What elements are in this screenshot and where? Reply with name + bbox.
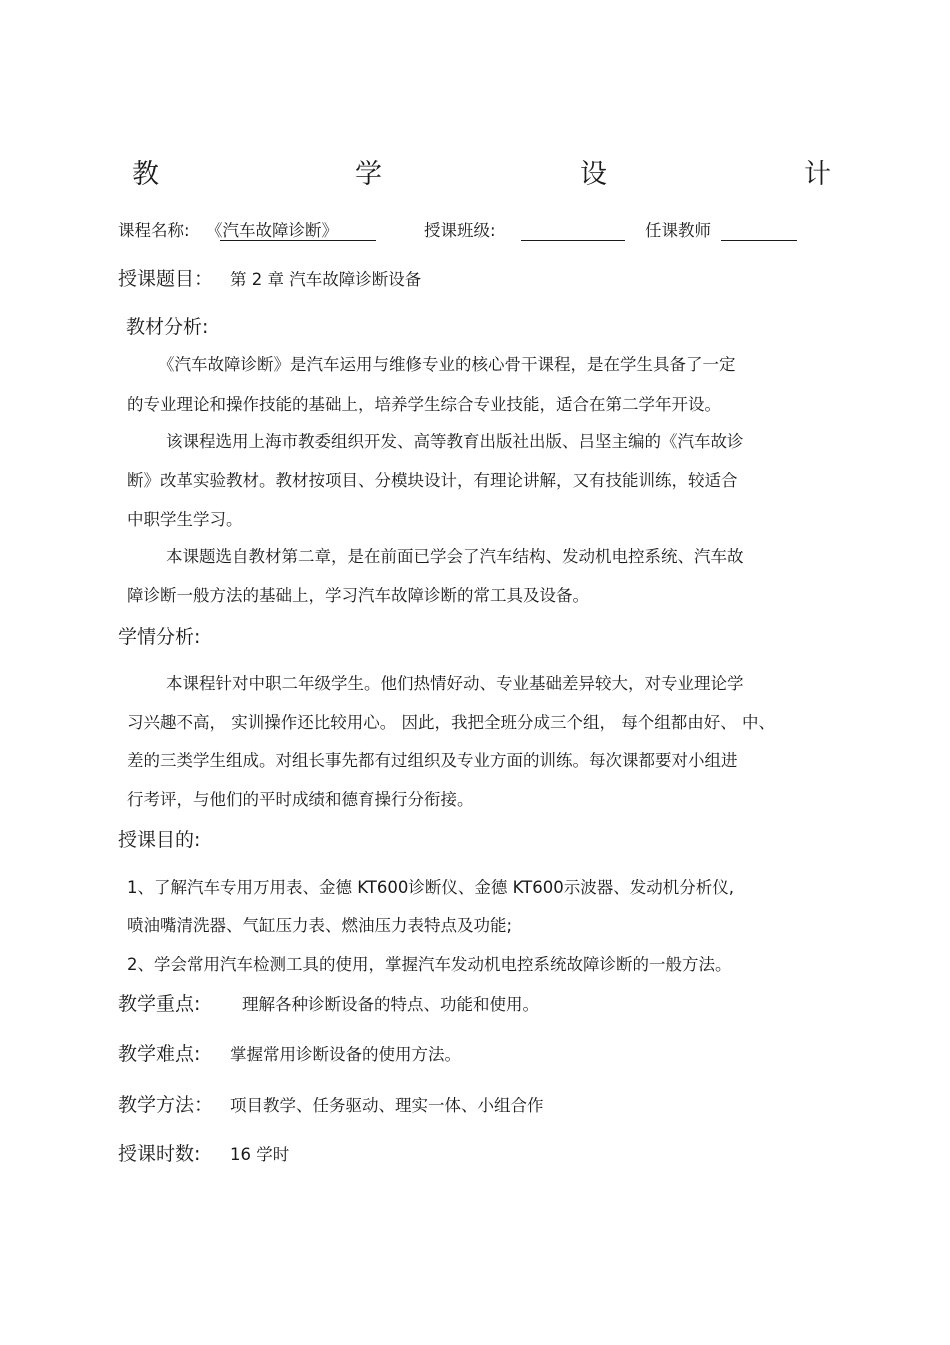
material-line: 中职学生学习。 <box>127 510 243 529</box>
goal-item: 喷油嘴清洗器、气缸压力表、燃油压力表特点及功能; <box>127 916 513 935</box>
students-line: 习兴趣不高， 实训操作还比较用心。 因此，我把全班分成三个组， 每个组都由好、 中、 <box>127 713 775 732</box>
difficulty-value: 掌握常用诊断设备的使用方法。 <box>230 1045 461 1064</box>
teacher-label: 任课教师 <box>645 221 711 240</box>
topic-value: 第 2 章 汽车故障诊断设备 <box>230 270 422 289</box>
students-line: 行考评，与他们的平时成绩和德育操行分衔接。 <box>127 790 474 809</box>
goals-heading: 授课目的: <box>118 829 201 851</box>
material-line: 该课程选用上海市教委组织开发、高等教育出版社出版、吕坚主编的《汽车故诊 <box>166 432 744 451</box>
students-heading: 学情分析: <box>118 626 201 648</box>
teacher-blank <box>721 240 797 241</box>
material-heading: 教材分析: <box>126 316 209 338</box>
course-name-value: 《汽车故障诊断》 <box>206 221 338 240</box>
material-line: 本课题选自教材第二章，是在前面已学会了汽车结构、发动机电控系统、汽车故 <box>166 547 744 566</box>
title-char-4: 计 <box>804 159 831 190</box>
course-name-underline <box>220 240 376 241</box>
material-line: 《汽车故障诊断》是汽车运用与维修专业的核心骨干课程，是在学生具备了一定 <box>158 355 736 374</box>
students-line: 本课程针对中职二年级学生。他们热情好动、专业基础差异较大，对专业理论学 <box>166 674 744 693</box>
class-blank <box>521 240 625 241</box>
key-point-value: 理解各种诊断设备的特点、功能和使用。 <box>242 995 539 1014</box>
goal-item: 2、学会常用汽车检测工具的使用，掌握汽车发动机电控系统故障诊断的一般方法。 <box>127 955 732 974</box>
hours-label: 授课时数: <box>118 1143 201 1165</box>
difficulty-label: 教学难点: <box>118 1043 201 1065</box>
topic-label: 授课题目： <box>118 268 214 290</box>
material-line: 的专业理论和操作技能的基础上，培养学生综合专业技能，适合在第二学年开设。 <box>127 395 721 414</box>
hours-value: 16 学时 <box>230 1145 290 1164</box>
students-line: 差的三类学生组成。对组长事先都有过组织及专业方面的训练。每次课都要对小组进 <box>127 751 738 770</box>
title-char-1: 教 <box>132 159 159 190</box>
method-value: 项目教学、任务驱动、理实一体、小组合作 <box>230 1096 544 1115</box>
material-line: 障诊断一般方法的基础上，学习汽车故障诊断的常工具及设备。 <box>127 586 589 605</box>
title-char-2: 学 <box>355 159 382 190</box>
goal-item: 1、了解汽车专用万用表、金德 KT600诊断仪、金德 KT600示波器、发动机分析仪, <box>127 878 734 897</box>
method-label: 教学方法： <box>118 1094 214 1116</box>
course-name-label: 课程名称: <box>118 221 190 240</box>
class-label: 授课班级: <box>424 221 496 240</box>
title-char-3: 设 <box>580 159 607 190</box>
material-line: 断》改革实验教材。教材按项目、分模块设计，有理论讲解，又有技能训练，较适合 <box>127 471 738 490</box>
key-point-label: 教学重点: <box>118 993 201 1015</box>
